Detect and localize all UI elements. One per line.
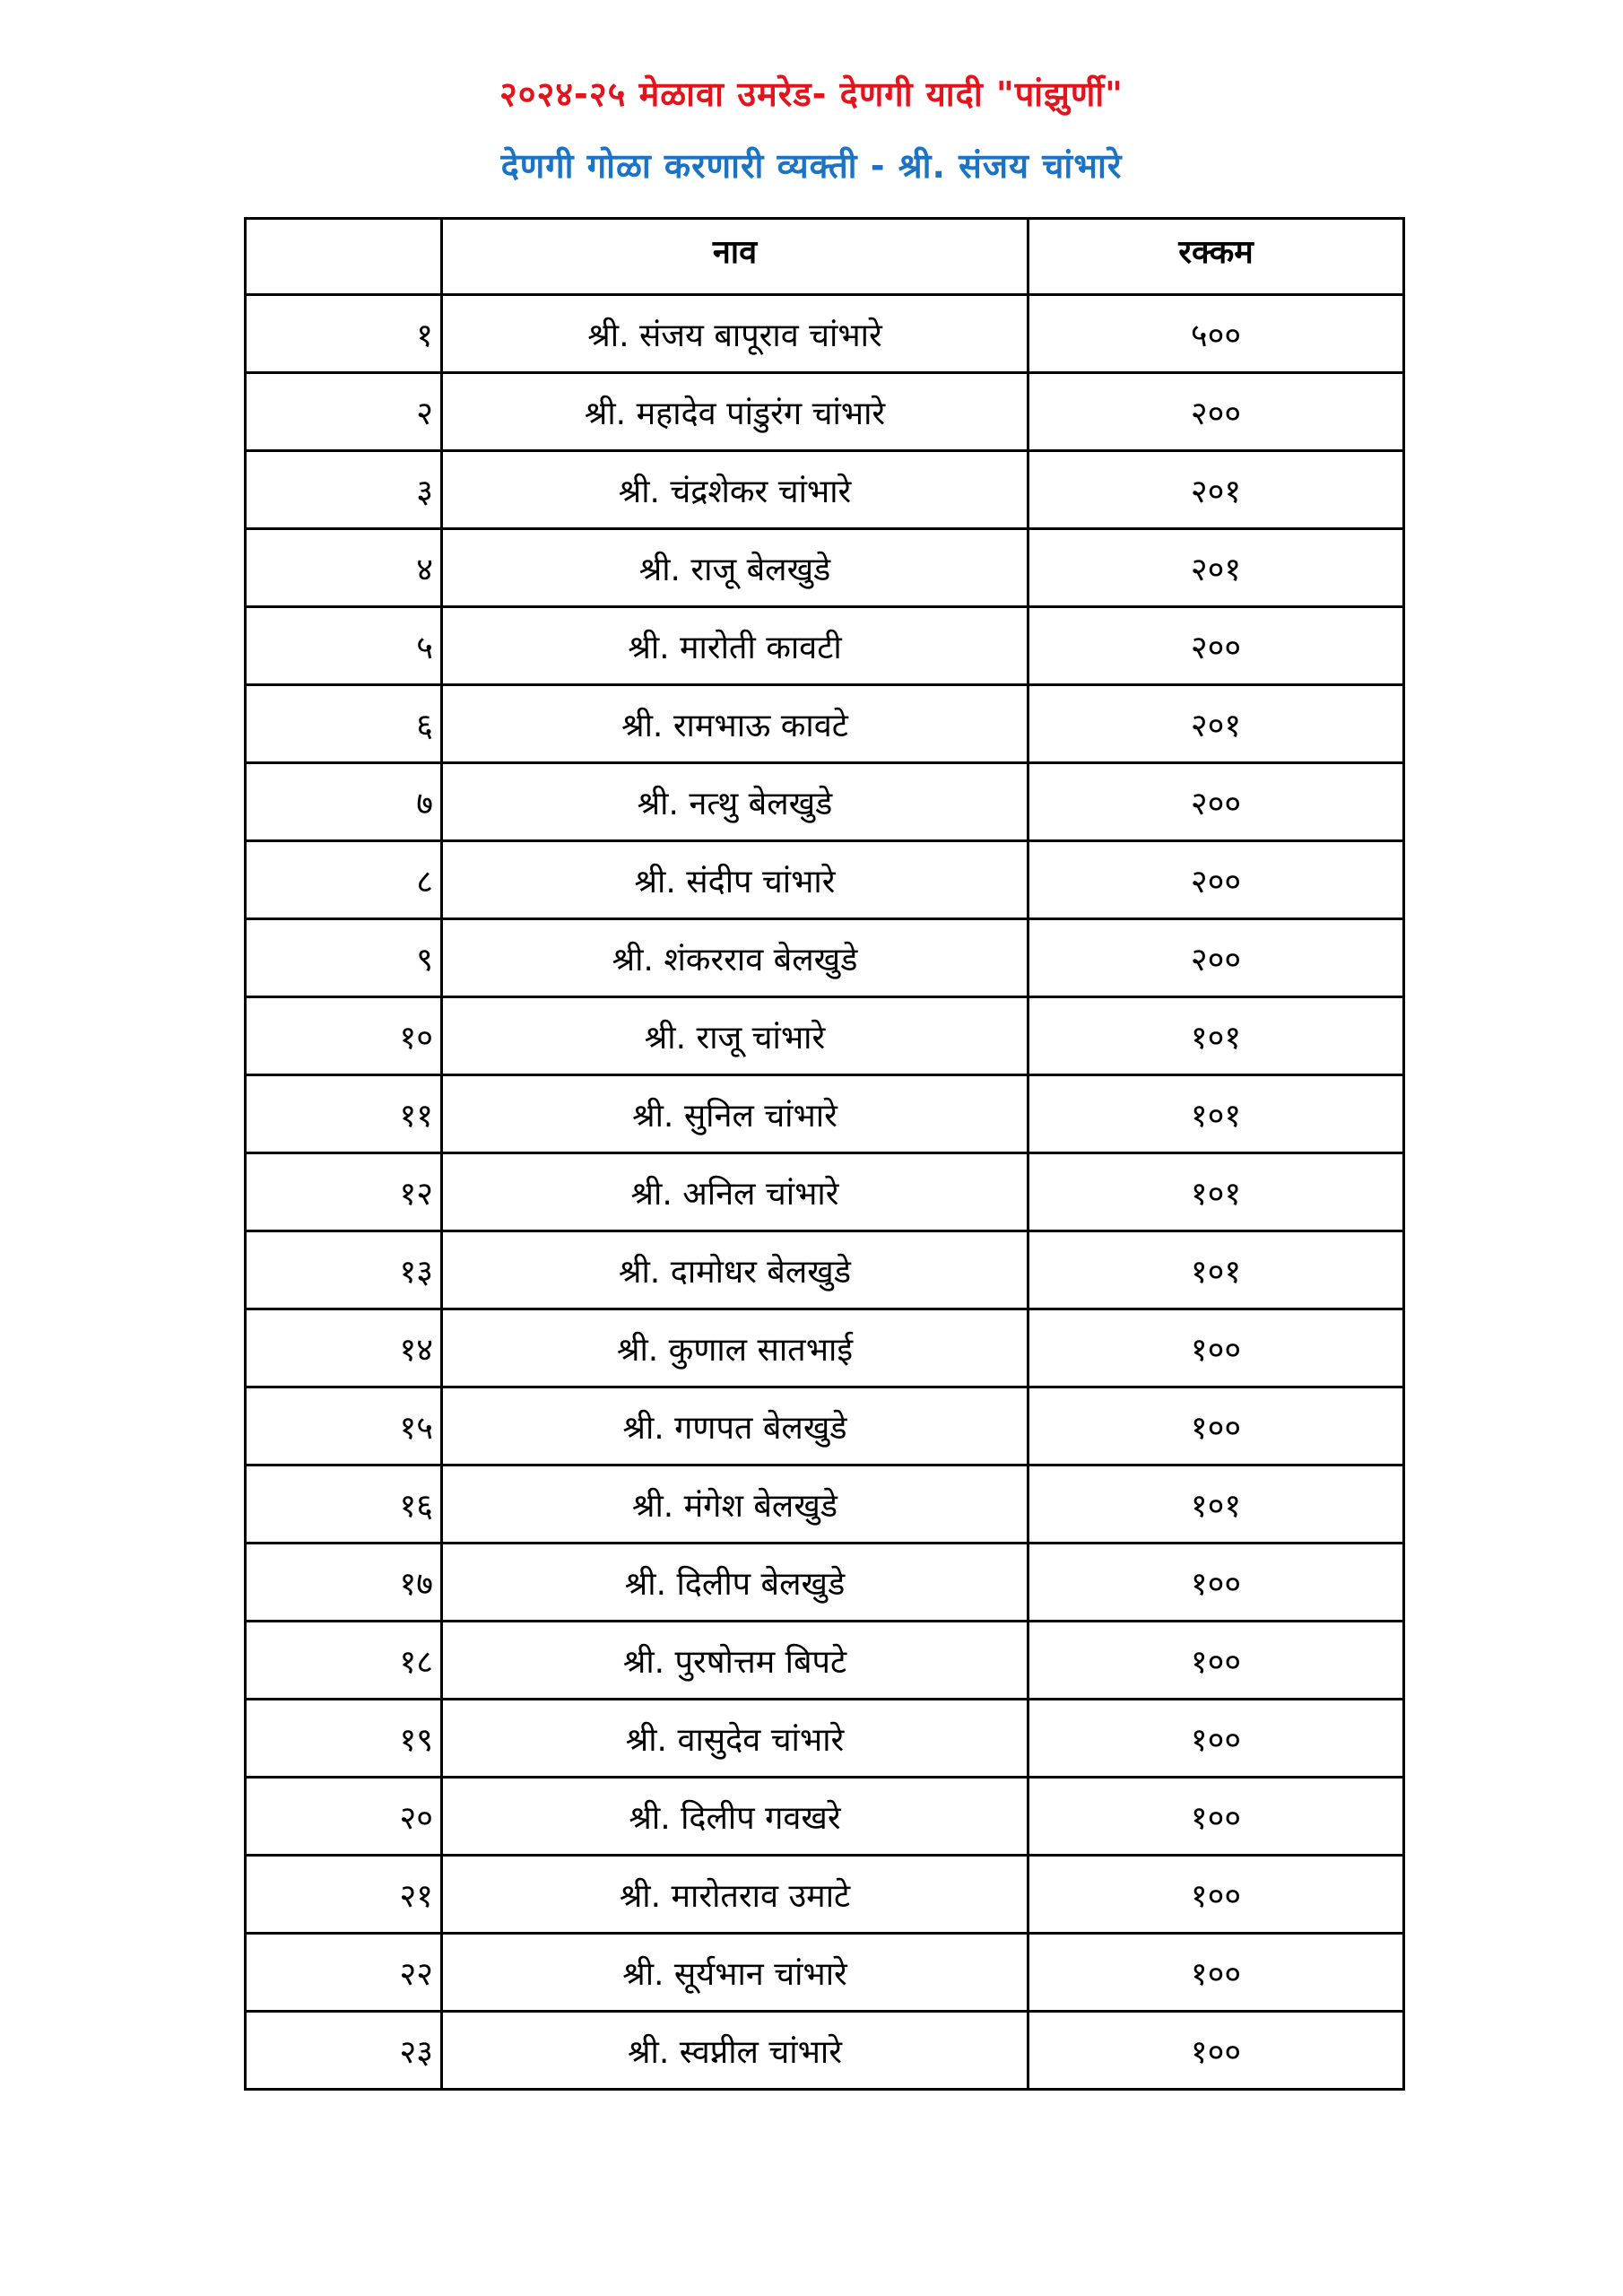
row-donor-name: श्री. राजू चांभारे (442, 997, 1028, 1075)
row-amount: २०० (1028, 607, 1404, 685)
row-amount: २०० (1028, 919, 1404, 997)
table-row (246, 1778, 1404, 1856)
table-row (246, 1622, 1404, 1700)
row-amount: १०० (1028, 2012, 1404, 2090)
row-donor-name: श्री. नत्थु बेलखुडे (442, 763, 1028, 841)
row-amount: १०० (1028, 1544, 1404, 1622)
row-donor-name: श्री. संजय बापूराव चांभारे (442, 295, 1028, 373)
row-amount: १०० (1028, 1778, 1404, 1856)
row-donor-name: श्री. दिलीप बेलखुडे (442, 1544, 1028, 1622)
table-row (246, 1075, 1404, 1153)
table-row (246, 607, 1404, 685)
row-donor-name: श्री. सुनिल चांभारे (442, 1075, 1028, 1153)
header-serial (246, 219, 442, 295)
row-donor-name: श्री. संदीप चांभारे (442, 841, 1028, 919)
row-donor-name: श्री. वासुदेव चांभारे (442, 1700, 1028, 1778)
row-donor-name: श्री. राजू बेलखुडे (442, 529, 1028, 607)
document-title: २०२४-२५ मेळावा उमरेड- देणगी यादी "पांझुर्णी" (499, 74, 1124, 114)
row-amount: १०० (1028, 1700, 1404, 1778)
row-amount: १०० (1028, 1622, 1404, 1700)
row-amount: १०१ (1028, 997, 1404, 1075)
row-serial: १४ (246, 1309, 442, 1387)
row-amount: २०० (1028, 841, 1404, 919)
row-donor-name: श्री. चंद्रशेकर चांभारे (442, 451, 1028, 529)
row-donor-name: श्री. अनिल चांभारे (442, 1153, 1028, 1231)
row-amount: १०० (1028, 1309, 1404, 1387)
row-serial: १७ (246, 1544, 442, 1622)
header-amount: रक्कम (1028, 219, 1404, 295)
table-row (246, 295, 1404, 373)
row-donor-name: श्री. महादेव पांडुरंग चांभारे (442, 373, 1028, 451)
row-donor-name: श्री. पुरषोत्तम बिपटे (442, 1622, 1028, 1700)
row-donor-name: श्री. गणपत बेलखुडे (442, 1387, 1028, 1465)
row-serial: १३ (246, 1231, 442, 1309)
row-serial: ३ (246, 451, 442, 529)
row-donor-name: श्री. मारोती कावटी (442, 607, 1028, 685)
donor-rows (246, 295, 1404, 2090)
row-amount: १०१ (1028, 1231, 1404, 1309)
row-serial: १ (246, 295, 442, 373)
row-donor-name: श्री. कुणाल सातभाई (442, 1309, 1028, 1387)
row-serial: २० (246, 1778, 442, 1856)
table-row (246, 1231, 1404, 1309)
row-serial: १२ (246, 1153, 442, 1231)
row-serial: १८ (246, 1622, 442, 1700)
table-row (246, 841, 1404, 919)
row-donor-name: श्री. सूर्यभान चांभारे (442, 1934, 1028, 2012)
table-row (246, 1153, 1404, 1231)
row-amount: १०० (1028, 1856, 1404, 1934)
row-amount: २०० (1028, 373, 1404, 451)
row-amount: २०१ (1028, 451, 1404, 529)
row-serial: ८ (246, 841, 442, 919)
row-serial: ७ (246, 763, 442, 841)
row-amount: १०१ (1028, 1153, 1404, 1231)
row-amount: २०० (1028, 763, 1404, 841)
row-serial: ५ (246, 607, 442, 685)
table-row (246, 451, 1404, 529)
table-row (246, 1700, 1404, 1778)
table-row (246, 1934, 1404, 2012)
row-amount: १०१ (1028, 1075, 1404, 1153)
donation-table (244, 217, 1405, 2091)
row-donor-name: श्री. शंकरराव बेलखुडे (442, 919, 1028, 997)
collector-subtitle: देणगी गोळा करणारी व्यक्ती - श्री. संजय चांभारे (500, 146, 1123, 186)
row-serial: १९ (246, 1700, 442, 1778)
row-donor-name: श्री. मारोतराव उमाटे (442, 1856, 1028, 1934)
row-serial: १० (246, 997, 442, 1075)
header-name: नाव (442, 219, 1028, 295)
table-row (246, 1465, 1404, 1544)
table-row (246, 919, 1404, 997)
row-amount: १०० (1028, 1934, 1404, 2012)
table-row (246, 1856, 1404, 1934)
row-serial: ९ (246, 919, 442, 997)
row-serial: २३ (246, 2012, 442, 2090)
table-row (246, 529, 1404, 607)
row-serial: १५ (246, 1387, 442, 1465)
table-row (246, 373, 1404, 451)
table-header-row (246, 219, 1404, 295)
table-row (246, 1387, 1404, 1465)
row-donor-name: श्री. स्वप्नील चांभारे (442, 2012, 1028, 2090)
table-row (246, 1309, 1404, 1387)
table-row (246, 763, 1404, 841)
row-serial: २ (246, 373, 442, 451)
table-row (246, 685, 1404, 763)
row-amount: २०१ (1028, 685, 1404, 763)
row-serial: १६ (246, 1465, 442, 1544)
row-donor-name: श्री. मंगेश बेलखुडे (442, 1465, 1028, 1544)
table-row (246, 997, 1404, 1075)
table-row (246, 2012, 1404, 2090)
row-amount: २०१ (1028, 529, 1404, 607)
row-serial: २१ (246, 1856, 442, 1934)
row-serial: ११ (246, 1075, 442, 1153)
row-amount: १०१ (1028, 1465, 1404, 1544)
table-row (246, 1544, 1404, 1622)
row-amount: १०० (1028, 1387, 1404, 1465)
row-donor-name: श्री. दिलीप गवखरे (442, 1778, 1028, 1856)
row-serial: २२ (246, 1934, 442, 2012)
row-amount: ५०० (1028, 295, 1404, 373)
row-donor-name: श्री. दामोधर बेलखुडे (442, 1231, 1028, 1309)
row-serial: ६ (246, 685, 442, 763)
row-donor-name: श्री. रामभाऊ कावटे (442, 685, 1028, 763)
row-serial: ४ (246, 529, 442, 607)
